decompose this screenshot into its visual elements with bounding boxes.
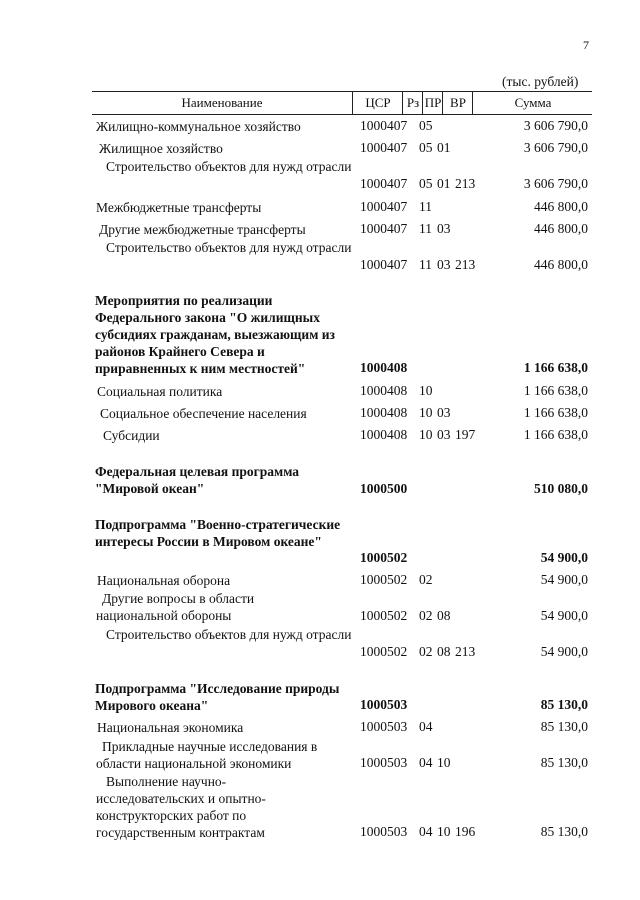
row-vr: 213 xyxy=(455,644,476,659)
header-vr: ВР xyxy=(442,92,473,114)
row-csr: 1000502 xyxy=(360,572,408,587)
row-csr: 1000407 xyxy=(360,257,408,272)
row-csr: 1000500 xyxy=(360,481,408,496)
row-sum: 446 800,0 xyxy=(534,221,588,236)
row-sum: 3 606 790,0 xyxy=(523,176,588,191)
row-name: Социальное обеспечение населения xyxy=(100,406,307,421)
row-csr: 1000502 xyxy=(360,608,408,623)
row-pr: 03 xyxy=(437,221,451,236)
row-pr: 08 xyxy=(437,608,451,623)
row-name: Строительство объектов для нужд отрасли xyxy=(106,159,352,174)
row-sum: 3 606 790,0 xyxy=(523,118,588,133)
row-name: Жилищно-коммунальное хозяйство xyxy=(96,119,301,134)
row-pr: 01 xyxy=(437,140,451,155)
header-name: Наименование xyxy=(181,95,263,110)
row-pr: 08 xyxy=(437,644,451,659)
row-rz: 04 xyxy=(419,755,433,770)
row-pr: 03 xyxy=(437,427,451,442)
row-sum: 54 900,0 xyxy=(540,550,588,565)
row-vr: 213 xyxy=(455,176,476,191)
row-rz: 11 xyxy=(419,199,432,214)
row-csr: 1000503 xyxy=(360,755,408,770)
row-csr: 1000408 xyxy=(360,360,408,375)
row-rz: 02 xyxy=(419,608,433,623)
row-sum: 54 900,0 xyxy=(540,608,588,623)
row-csr: 1000407 xyxy=(360,118,408,133)
row-pr: 10 xyxy=(437,755,451,770)
row-rz: 02 xyxy=(419,644,433,659)
row-rz: 05 xyxy=(419,118,433,133)
row-csr: 1000408 xyxy=(360,383,408,398)
row-sum: 1 166 638,0 xyxy=(523,405,588,420)
row-name: Межбюджетные трансферты xyxy=(96,200,262,215)
row-sum: 446 800,0 xyxy=(534,257,588,272)
row-pr: 03 xyxy=(437,257,451,272)
row-rz: 10 xyxy=(419,383,433,398)
row-rz: 10 xyxy=(419,405,433,420)
row-rz: 11 xyxy=(419,221,432,236)
header-sum: Сумма xyxy=(472,92,593,114)
row-name: Другие межбюджетные трансферты xyxy=(99,222,306,237)
row-rz: 02 xyxy=(419,572,433,587)
row-rz: 05 xyxy=(419,140,433,155)
row-name: Прикладные научные исследования в области национальной экономики xyxy=(96,739,318,771)
row-sum: 54 900,0 xyxy=(540,572,588,587)
row-sum: 3 606 790,0 xyxy=(523,140,588,155)
row-csr: 1000408 xyxy=(360,405,408,420)
row-sum: 85 130,0 xyxy=(540,824,588,839)
header-csr: ЦСР xyxy=(352,92,403,114)
row-name: Подпрограмма "Военно-стратегические интересы России в Мировом океане" xyxy=(95,517,341,549)
row-csr: 1000407 xyxy=(360,176,408,191)
row-rz: 11 xyxy=(419,257,432,272)
row-pr: 03 xyxy=(437,405,451,420)
row-name: Выполнение научно-исследовательских и опытно-конструкторских работ по государственным контрактам xyxy=(96,774,266,840)
row-name: Другие вопросы в области национальной обороны xyxy=(96,591,255,623)
row-name: Социальная политика xyxy=(97,384,223,399)
row-csr: 1000502 xyxy=(360,550,408,565)
row-name: Федеральная целевая программа "Мировой океан" xyxy=(95,464,300,496)
row-csr: 1000503 xyxy=(360,719,408,734)
row-csr: 1000503 xyxy=(360,824,408,839)
units-label: (тыс. рублей) xyxy=(502,74,579,89)
row-sum: 85 130,0 xyxy=(540,719,588,734)
row-sum: 85 130,0 xyxy=(540,755,588,770)
row-name: Строительство объектов для нужд отрасли xyxy=(106,627,352,642)
row-sum: 1 166 638,0 xyxy=(523,360,588,375)
row-sum: 1 166 638,0 xyxy=(523,383,588,398)
row-sum: 1 166 638,0 xyxy=(523,427,588,442)
header-rz: Рз xyxy=(402,92,423,114)
row-rz: 05 xyxy=(419,176,433,191)
row-name: Строительство объектов для нужд отрасли xyxy=(106,240,352,255)
row-name: Жилищное хозяйство xyxy=(99,141,223,156)
row-pr: 01 xyxy=(437,176,451,191)
row-name: Подпрограмма "Исследование природы Мирового океана" xyxy=(95,681,340,713)
row-vr: 213 xyxy=(455,257,476,272)
row-sum: 54 900,0 xyxy=(540,644,588,659)
row-csr: 1000408 xyxy=(360,427,408,442)
row-rz: 04 xyxy=(419,719,433,734)
table-header xyxy=(92,91,592,115)
row-csr: 1000503 xyxy=(360,697,408,712)
row-csr: 1000407 xyxy=(360,221,408,236)
row-sum: 85 130,0 xyxy=(540,697,588,712)
row-name: Национальная экономика xyxy=(97,720,244,735)
row-name: Субсидии xyxy=(103,428,160,443)
row-pr: 10 xyxy=(437,824,451,839)
row-rz: 10 xyxy=(419,427,433,442)
row-name: Мероприятия по реализации Федерального закона "О жилищных субсидиях гражданам, выезжающим из районов Крайнего Севера и приравненных к ним местностей" xyxy=(95,293,335,376)
row-sum: 510 080,0 xyxy=(534,481,588,496)
row-sum: 446 800,0 xyxy=(534,199,588,214)
row-name: Национальная оборона xyxy=(97,573,231,588)
row-csr: 1000407 xyxy=(360,199,408,214)
row-rz: 04 xyxy=(419,824,433,839)
row-csr: 1000502 xyxy=(360,644,408,659)
page-number: 7 xyxy=(583,38,589,52)
row-vr: 196 xyxy=(455,824,476,839)
header-pr: ПР xyxy=(422,92,443,114)
row-csr: 1000407 xyxy=(360,140,408,155)
row-vr: 197 xyxy=(455,427,476,442)
